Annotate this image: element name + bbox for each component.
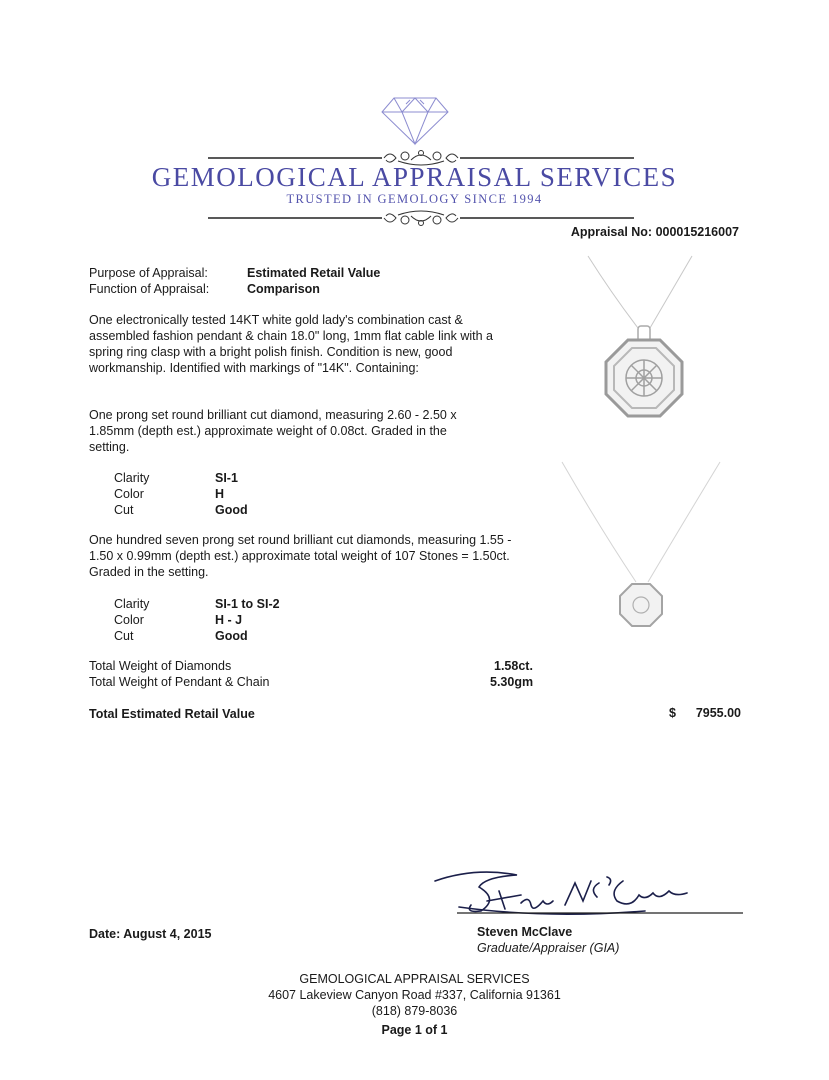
function-value: Comparison xyxy=(247,282,320,296)
stone1-description: One prong set round brilliant cut diamond, measuring 2.60 - 2.50 x 1.85mm (depth est.) approximate weight of 0.08ct. Graded in the setting. xyxy=(89,408,457,454)
stone1-color-value: H xyxy=(215,487,225,501)
stone2-color-value: H - J xyxy=(215,613,243,627)
footer-phone: (818) 879-8036 xyxy=(371,1004,458,1018)
footer-address: 4607 Lakeview Canyon Road #337, California 91361 xyxy=(268,988,561,1002)
total-diamond-weight-value: 1.58ct. xyxy=(494,659,533,673)
function-label: Function of Appraisal: xyxy=(89,282,210,296)
total-pendant-weight-value: 5.30gm xyxy=(490,675,534,689)
stone1-cut-label: Cut xyxy=(114,503,134,517)
purpose-label: Purpose of Appraisal: xyxy=(89,266,208,280)
pendant-closeup-photo xyxy=(582,254,712,446)
total-diamond-weight-label: Total Weight of Diamonds xyxy=(89,659,232,673)
company-name: GEMOLOGICAL APPRAISAL SERVICES xyxy=(151,162,678,192)
appraiser-name: Steven McClave xyxy=(477,925,573,939)
stone2-description: One hundred seven prong set round brilliant cut diamonds, measuring 1.55 - 1.50 x 0.99mm (depth est.) approximate total weight of 107 Stones = 1.50ct. Graded in the setting. xyxy=(89,533,512,579)
appraiser-title: Graduate/Appraiser (GIA) xyxy=(477,941,620,955)
stone1-cut-value: Good xyxy=(215,503,248,517)
retail-currency: $ xyxy=(669,706,676,720)
total-pendant-weight-label: Total Weight of Pendant & Chain xyxy=(89,675,270,689)
company-tagline: TRUSTED IN GEMOLOGY SINCE 1994 xyxy=(286,192,543,206)
retail-value: 7955.00 xyxy=(695,706,741,720)
footer-company: GEMOLOGICAL APPRAISAL SERVICES xyxy=(299,972,530,986)
retail-value-label: Total Estimated Retail Value xyxy=(89,707,255,721)
page-number: Page 1 of 1 xyxy=(381,1023,448,1037)
stone2-color-label: Color xyxy=(114,613,144,627)
pendant-full-photo xyxy=(560,458,730,638)
stone2-clarity-label: Clarity xyxy=(114,597,150,611)
appraisal-date: Date: August 4, 2015 xyxy=(89,927,212,941)
stone2-cut-label: Cut xyxy=(114,629,134,643)
appraisal-number: Appraisal No: 000015216007 xyxy=(570,225,739,239)
item-description: One electronically tested 14KT white gold lady's combination cast & assembled fashion pendant & chain 18.0" long, 1mm flat cable link with a spring ring clasp with a bright polish finish. Condition is new, good workmanship. Identified with markings of "14K". Containing: xyxy=(89,313,493,375)
diamond-icon xyxy=(380,96,450,146)
stone2-clarity-value: SI-1 to SI-2 xyxy=(215,597,280,611)
stone1-clarity-label: Clarity xyxy=(114,471,150,485)
stone2-cut-value: Good xyxy=(215,629,248,643)
purpose-value: Estimated Retail Value xyxy=(247,266,381,280)
stone1-clarity-value: SI-1 xyxy=(215,471,238,485)
appraiser-signature xyxy=(425,865,745,920)
stone1-color-label: Color xyxy=(114,487,144,501)
